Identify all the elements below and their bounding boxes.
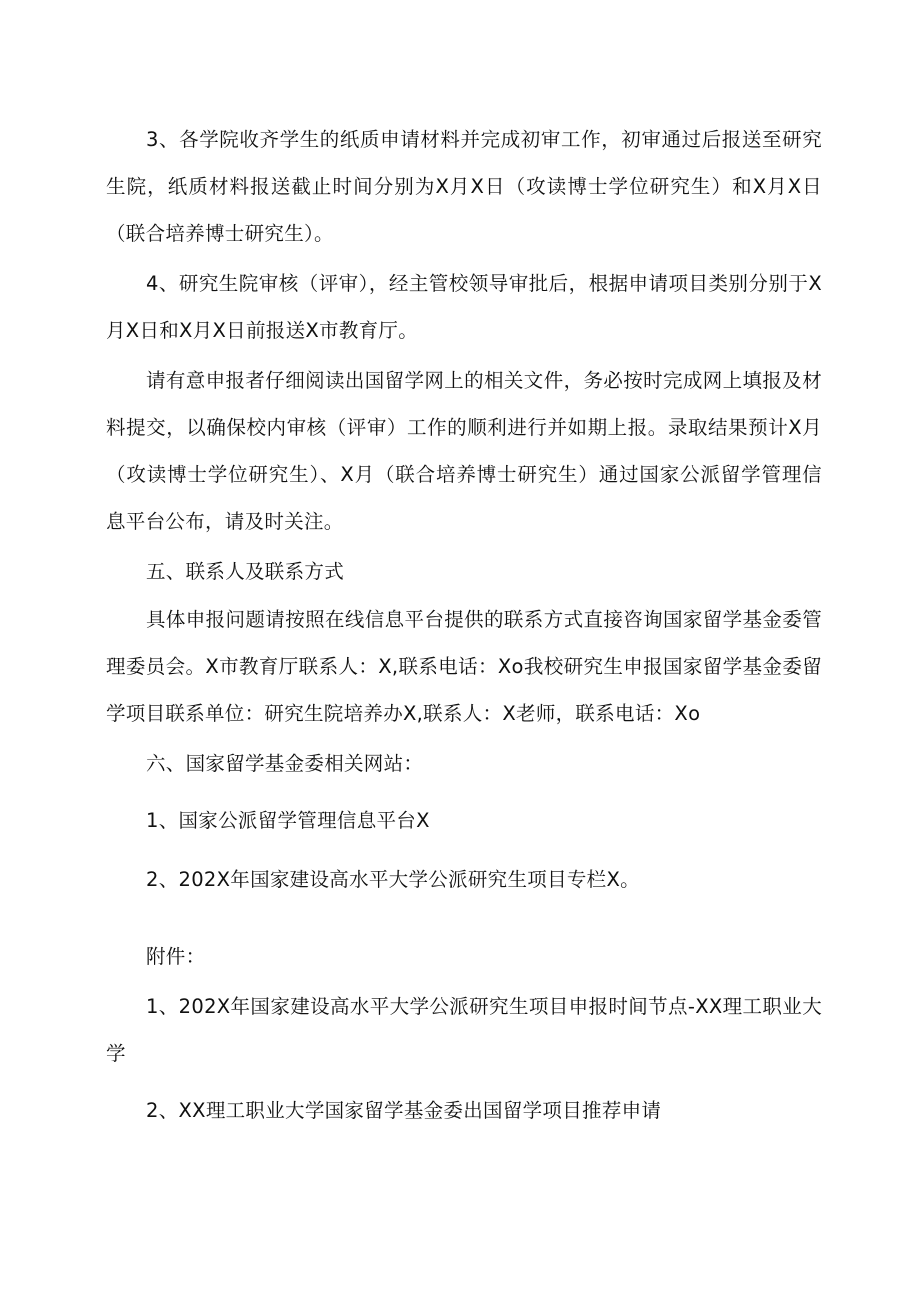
paragraph-step-3: 3、各学院收齐学生的纸质申请材料并完成初审工作，初审通过后报送至研究生院，纸质材料报送截止时间分别为X月X日（攻读博士学位研究生）和X月X日（联合培养博士研究生）。 [106, 128, 822, 245]
section-heading-contacts: 五、联系人及联系方式 [146, 560, 345, 583]
attachment-item-2: 2、XX理工职业大学国家留学基金委出国留学项目推荐申请 [146, 1099, 662, 1122]
attachment-item-1: 1、202X年国家建设高水平大学公派研究生项目申报时间节点-XX理工职业大学 [106, 995, 822, 1065]
website-item-2: 2、202X年国家建设高水平大学公派研究生项目专栏X。 [146, 868, 640, 891]
paragraph-step-4: 4、研究生院审核（评审），经主管校领导审批后，根据申请项目类别分别于X月X日和X月X日前报送X市教育厅。 [106, 272, 822, 342]
attachments-heading: 附件： [146, 945, 206, 968]
website-item-1: 1、国家公派留学管理信息平台X [146, 809, 430, 832]
paragraph-contacts: 具体申报问题请按照在线信息平台提供的联系方式直接咨询国家留学基金委管理委员会。X市教育厅联系人：X,联系电话：Xo我校研究生申报国家留学基金委留学项目联系单位：研究生院培养办X,联系人：X老师，联系电话：Xo [106, 608, 822, 725]
section-heading-websites: 六、国家留学基金委相关网站： [146, 752, 424, 775]
paragraph-notice: 请有意申报者仔细阅读出国留学网上的相关文件，务必按时完成网上填报及材料提交，以确保校内审核（评审）工作的顺利进行并如期上报。录取结果预计X月（攻读博士学位研究生）、X月（联合培养博士研究生）通过国家公派留学管理信息平台公布，请及时关注。 [106, 369, 822, 533]
